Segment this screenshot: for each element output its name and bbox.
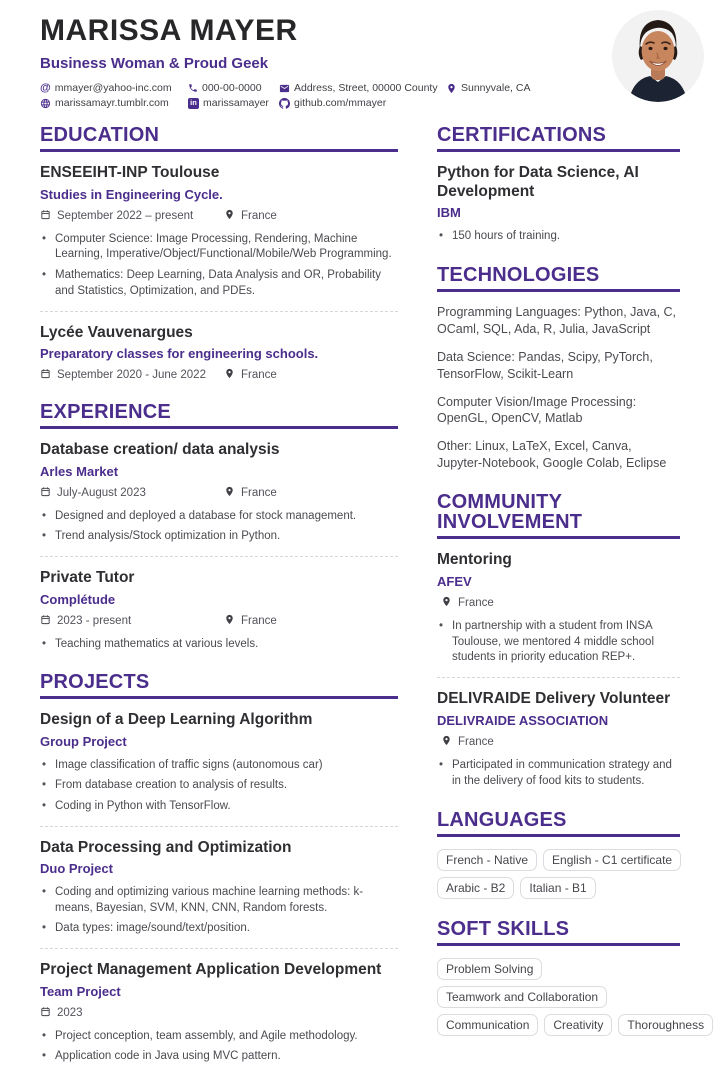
section-certifications xyxy=(437,125,680,245)
location-pin-icon xyxy=(441,596,452,610)
tech-group: Other: Linux, LaTeX, Excel, Canva, Jupyter-Notebook, Google Colab, Eclipse xyxy=(437,439,667,471)
entry-title: DELIVRAIDE Delivery Volunteer xyxy=(437,690,671,708)
right-column xyxy=(437,124,705,1070)
entry-location: France xyxy=(437,596,494,610)
tech-group: Programming Languages: Python, Java, C, OCaml, SQL, Ada, R, Julia, JavaScript xyxy=(437,305,677,336)
avatar-illustration xyxy=(612,10,704,102)
section-projects xyxy=(40,672,398,1065)
website-link[interactable] xyxy=(40,97,188,109)
entry-subtitle: Complétude xyxy=(40,591,116,607)
envelope-icon xyxy=(279,83,290,94)
bullet-item: • Teaching mathematics at various levels. xyxy=(40,637,398,653)
community-entry xyxy=(437,690,680,789)
bullet-item: • From database creation to analysis of results. xyxy=(40,778,398,794)
entry-subtitle: Group Project xyxy=(40,733,127,749)
bullet-list xyxy=(40,637,398,653)
address-text: Address, Street, 00000 County xyxy=(294,82,438,94)
bullet-item: • In partnership with a student from INSA Toulouse, we mentored 4 middle school students in priority education REP+. xyxy=(437,619,680,667)
bullet-list xyxy=(437,229,680,245)
language-tag: English - C1 certificate xyxy=(543,849,681,871)
bullet-item: • Computer Science: Image Processing, Rendering, Machine Learning, Imperative/Object/Functional/Mobile/Web Programming. xyxy=(40,232,398,264)
entry-title: Private Tutor xyxy=(40,568,135,586)
location-pin-icon xyxy=(441,735,452,749)
linkedin-icon: in xyxy=(188,98,199,109)
phone-icon xyxy=(188,83,198,93)
location-pin-icon xyxy=(224,614,235,628)
email-link[interactable] xyxy=(40,82,188,94)
contact-list xyxy=(40,82,680,109)
entry-title: ENSEEIHT-INP Toulouse xyxy=(40,164,220,181)
section-languages xyxy=(437,810,680,899)
entry-meta xyxy=(40,614,398,628)
experience-entry xyxy=(40,569,398,652)
name: MARISSA MAYER xyxy=(40,14,298,47)
entry-location: France xyxy=(224,209,277,223)
tech-group: Computer Vision/Image Processing: OpenGL, OpenCV, Matlab xyxy=(437,394,637,426)
location-pin-icon xyxy=(224,486,235,500)
email-text: mmayer@yahoo-inc.com xyxy=(54,82,172,94)
at-icon: @ xyxy=(40,81,51,94)
entry-subtitle: Preparatory classes for engineering schools. xyxy=(40,346,319,362)
soft-skill-tag: Communication xyxy=(437,1014,538,1036)
left-column xyxy=(40,125,398,1070)
entry-date: September 2020 - June 2022 xyxy=(40,368,224,382)
bullet-item: • Data types: image/sound/text/position. xyxy=(40,921,398,937)
language-tag: Italian - B1 xyxy=(520,877,595,899)
project-entry xyxy=(40,839,398,938)
section-title: PROJECTS xyxy=(40,672,398,699)
location-pin-icon xyxy=(224,209,235,223)
entry-subtitle: Team Project xyxy=(40,983,121,999)
section-title: SOFT SKILLS xyxy=(437,919,680,946)
entry-divider xyxy=(40,311,398,312)
entry-title: Python for Data Science, AI Development xyxy=(437,164,639,200)
address-item xyxy=(279,82,446,94)
section-title: TECHNOLOGIES xyxy=(437,265,680,292)
entry-divider xyxy=(40,948,398,949)
soft-skill-tag: Problem Solving xyxy=(437,958,542,980)
calendar-icon xyxy=(40,486,51,500)
entry-date: 2023 - present xyxy=(40,614,224,628)
soft-skill-tag: Thoroughness xyxy=(618,1014,713,1036)
education-entry xyxy=(40,324,398,383)
soft-skill-tag: Creativity xyxy=(544,1014,612,1036)
tagline: Business Woman & Proud Geek xyxy=(40,55,269,72)
tech-group: Data Science: Pandas, Scipy, PyTorch, TensorFlow, Scikit-Learn xyxy=(437,349,653,381)
entry-date: July-August 2023 xyxy=(40,486,224,500)
location-pin-icon xyxy=(224,368,235,382)
section-technologies xyxy=(437,265,680,472)
section-title: EDUCATION xyxy=(40,125,398,152)
entry-meta xyxy=(40,209,398,223)
bullet-item: • Coding and optimizing various machine learning methods: k-means, Bayesian, SVM, KNN, CNN, Random forests. xyxy=(40,885,398,917)
education-entry xyxy=(40,164,398,300)
bullet-item: • Project conception, team assembly, and Agile methodology. xyxy=(40,1029,398,1045)
entry-title: Data Processing and Optimization xyxy=(40,838,292,856)
entry-subtitle: AFEV xyxy=(437,573,472,589)
avatar xyxy=(612,10,704,102)
section-experience xyxy=(40,402,398,652)
bullet-item: • Designed and deployed a database for stock management. xyxy=(40,509,398,525)
phone-link[interactable] xyxy=(188,82,279,94)
entry-date: 2023 xyxy=(40,1006,83,1020)
content-columns xyxy=(40,124,705,1070)
linkedin-text: marissamayer xyxy=(203,97,269,109)
location-text: Sunnyvale, CA xyxy=(461,82,531,94)
bullet-item: • Image classification of traffic signs (autonomous car) xyxy=(40,758,398,774)
calendar-icon xyxy=(40,209,51,223)
bullet-list xyxy=(437,758,680,790)
entry-divider xyxy=(40,556,398,557)
language-tags xyxy=(437,849,714,899)
github-link[interactable] xyxy=(279,97,446,109)
phone-text: 000-00-0000 xyxy=(202,82,262,94)
bullet-item: • Application code in Java using MVC pattern. xyxy=(40,1049,398,1065)
entry-meta xyxy=(437,596,680,610)
language-tag: Arabic - B2 xyxy=(437,877,514,899)
section-title: LANGUAGES xyxy=(437,810,680,837)
entry-location: France xyxy=(224,486,277,500)
entry-meta xyxy=(40,368,398,382)
project-entry xyxy=(40,711,398,814)
entry-title: Project Management Application Development xyxy=(40,961,382,979)
section-title: CERTIFICATIONS xyxy=(437,125,680,152)
project-entry xyxy=(40,961,398,1065)
bullet-item: • Participated in communication strategy and in the delivery of food kits to students. xyxy=(437,758,680,790)
section-education xyxy=(40,125,398,382)
entry-divider xyxy=(437,677,680,678)
github-text: github.com/mmayer xyxy=(294,97,387,109)
entry-location: France xyxy=(437,735,494,749)
soft-skill-tag: Teamwork and Collaboration xyxy=(437,986,607,1008)
entry-location: France xyxy=(224,614,277,628)
section-title: EXPERIENCE xyxy=(40,402,398,429)
soft-skill-tags xyxy=(437,958,714,1036)
entry-title: Database creation/ data analysis xyxy=(40,441,280,459)
entry-subtitle: Arles Market xyxy=(40,463,119,479)
entry-title: Design of a Deep Learning Algorithm xyxy=(40,711,313,729)
experience-entry xyxy=(40,441,398,545)
language-tag: French - Native xyxy=(437,849,537,871)
entry-subtitle: Duo Project xyxy=(40,861,113,877)
entry-subtitle: DELIVRAIDE ASSOCIATION xyxy=(437,712,609,728)
entry-location: France xyxy=(224,368,277,382)
entry-subtitle: Studies in Engineering Cycle. xyxy=(40,186,223,202)
bullet-item: • Trend analysis/Stock optimization in Python. xyxy=(40,529,398,545)
bullet-item: • Coding in Python with TensorFlow. xyxy=(40,799,398,815)
globe-icon xyxy=(40,98,51,109)
bullet-list xyxy=(40,509,398,545)
bullet-item: • Mathematics: Deep Learning, Data Analysis and OR, Probability and Statistics, Optimization, and PDEs. xyxy=(40,268,398,300)
section-community xyxy=(437,492,680,789)
entry-date: September 2022 – present xyxy=(40,209,224,223)
bullet-list xyxy=(40,232,398,300)
calendar-icon xyxy=(40,614,51,628)
entry-title: Mentoring xyxy=(437,551,512,569)
bullet-item: • 150 hours of training. xyxy=(437,229,680,245)
section-title: COMMUNITY INVOLVEMENT xyxy=(437,492,680,539)
linkedin-link[interactable] xyxy=(188,97,279,109)
bullet-list xyxy=(40,1029,398,1065)
website-text: marissamayr.tumblr.com xyxy=(55,97,169,109)
location-pin-icon xyxy=(446,83,457,94)
entry-divider xyxy=(40,826,398,827)
bullet-list xyxy=(40,885,398,937)
community-entry xyxy=(437,551,680,666)
calendar-icon xyxy=(40,368,51,382)
entry-title: Lycée Vauvenargues xyxy=(40,323,193,341)
header xyxy=(40,14,680,109)
bullet-list xyxy=(437,619,680,667)
entry-subtitle: IBM xyxy=(437,205,461,221)
entry-meta xyxy=(437,735,680,749)
certification-entry xyxy=(437,164,680,245)
github-icon xyxy=(279,98,290,109)
bullet-list xyxy=(40,758,398,815)
entry-meta xyxy=(40,486,398,500)
